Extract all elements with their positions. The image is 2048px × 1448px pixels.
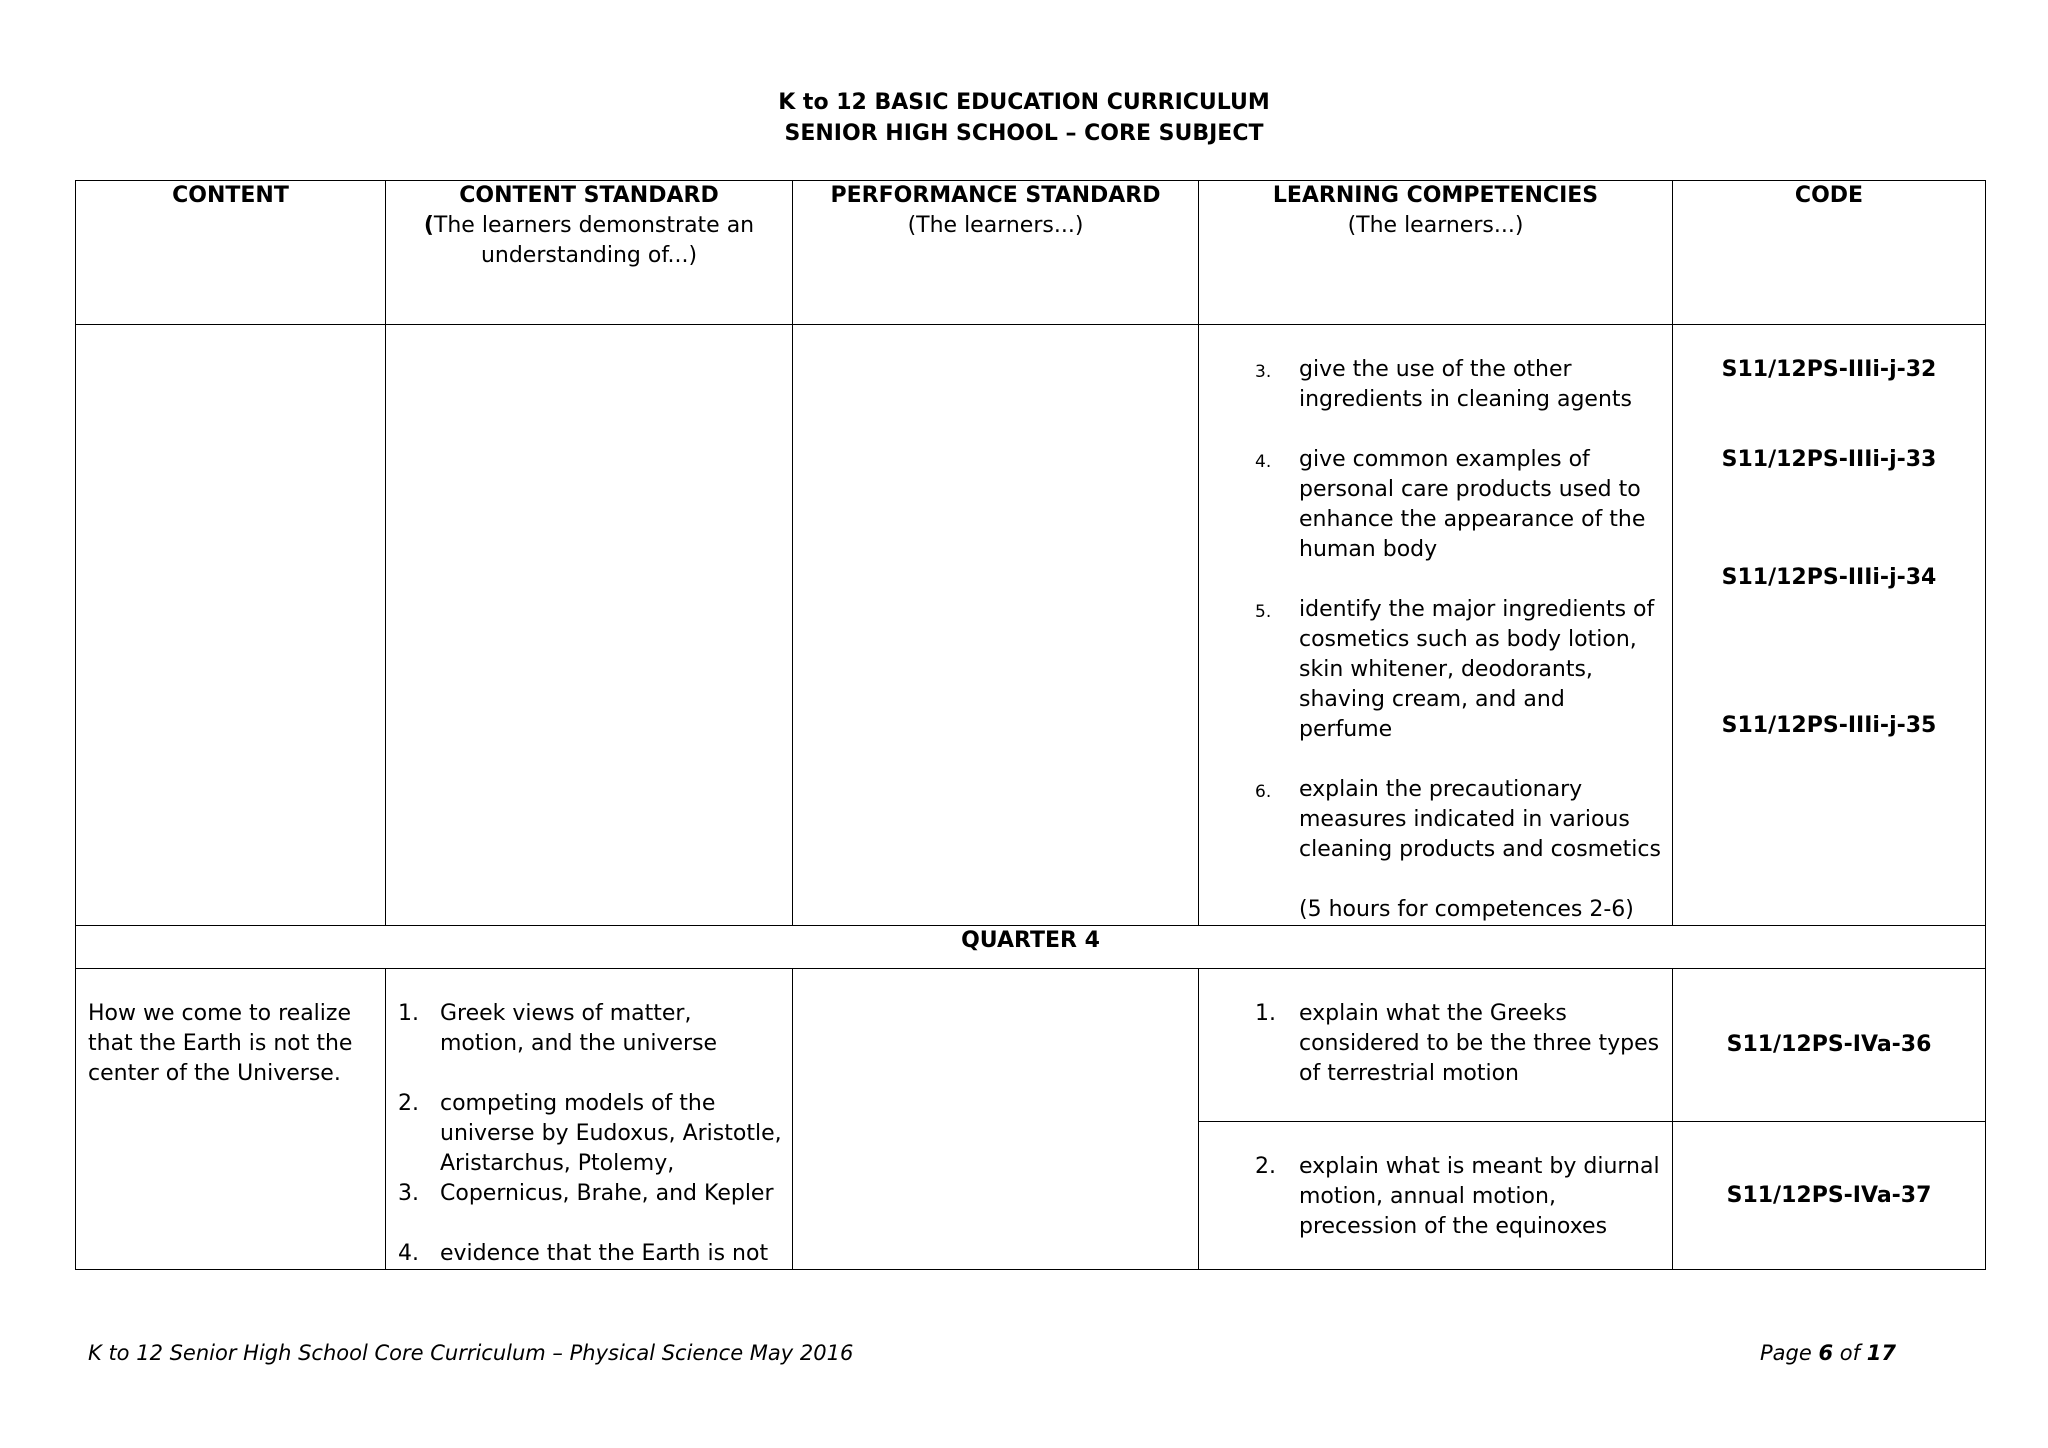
hours-note: (5 hours for competences 2-6)	[1299, 897, 1634, 922]
quarter-row	[76, 926, 1986, 969]
table-row	[76, 969, 1986, 1122]
footer-title: K to 12 Senior High School Core Curriculum – Physical Science May 2016	[88, 1341, 854, 1365]
list-item: 3. give the use of the other ingredients in cleaning agents	[1255, 357, 1632, 412]
col-content-standard: CONTENT STANDARD (The learners demonstrate an understanding of...)	[386, 181, 793, 325]
content-standard-cell	[386, 325, 793, 926]
competencies-cell	[1199, 325, 1673, 926]
list-item: 5. identify the major ingredients of cosmetics such as body lotion, skin whitener, deodorants, shaving cream, and and perfume	[1255, 597, 1655, 742]
code-label: S11/12PS-IIIi-j-33	[1721, 447, 1937, 472]
list-item: 1. Greek views of matter, motion, and the universe	[398, 1001, 718, 1056]
col-content: CONTENT	[76, 181, 386, 325]
code-cell	[1673, 1122, 1986, 1270]
code-label: S11/12PS-IIIi-j-35	[1721, 713, 1937, 738]
list-item: 2. competing models of the universe by Eudoxus, Aristotle, Aristarchus, Ptolemy,	[398, 1091, 782, 1176]
performance-standard-cell	[793, 969, 1199, 1270]
document-header	[0, 87, 2048, 149]
competencies-cell	[1199, 1122, 1673, 1270]
code-label: S11/12PS-IIIi-j-34	[1721, 565, 1937, 590]
page-number: Page 6 of 17	[1760, 1341, 1896, 1365]
list-item: 4. give common examples of personal care products used to enhance the appearance of the human body	[1255, 447, 1646, 562]
code-label: S11/12PS-IVa-36	[1726, 1032, 1932, 1058]
content-standard-cell	[386, 969, 793, 1270]
col-learning-competencies: LEARNING COMPETENCIES (The learners...)	[1199, 181, 1673, 325]
header-line-2: SENIOR HIGH SCHOOL – CORE SUBJECT	[784, 121, 1264, 146]
list-item: 6. explain the precautionary measures indicated in various cleaning products and cosmetics	[1255, 777, 1661, 862]
content-cell	[76, 325, 386, 926]
competencies-cell	[1199, 969, 1673, 1122]
quarter-label: QUARTER 4	[76, 926, 1986, 969]
performance-standard-cell	[793, 325, 1199, 926]
list-item: 4. evidence that the Earth is not	[398, 1241, 769, 1266]
list-item: 3. Copernicus, Brahe, and Kepler	[398, 1181, 774, 1206]
table-header-row	[76, 181, 1986, 325]
header-line-1: K to 12 BASIC EDUCATION CURRICULUM	[778, 90, 1270, 115]
table-row	[76, 325, 1986, 926]
col-performance-standard: PERFORMANCE STANDARD (The learners...)	[793, 181, 1199, 325]
code-label: S11/12PS-IVa-37	[1726, 1182, 1932, 1208]
list-item: 2. explain what is meant by diurnal motion, annual motion, precession of the equinoxes	[1255, 1154, 1660, 1240]
curriculum-table	[75, 180, 1986, 1270]
code-label: S11/12PS-IIIi-j-32	[1721, 357, 1937, 382]
content-cell: How we come to realize that the Earth is not the center of the Universe.	[76, 969, 386, 1270]
col-code: CODE	[1673, 181, 1986, 325]
code-cell	[1673, 969, 1986, 1122]
code-cell	[1673, 325, 1986, 926]
list-item: 1. explain what the Greeks considered to be the three types of terrestrial motion	[1255, 1001, 1660, 1086]
